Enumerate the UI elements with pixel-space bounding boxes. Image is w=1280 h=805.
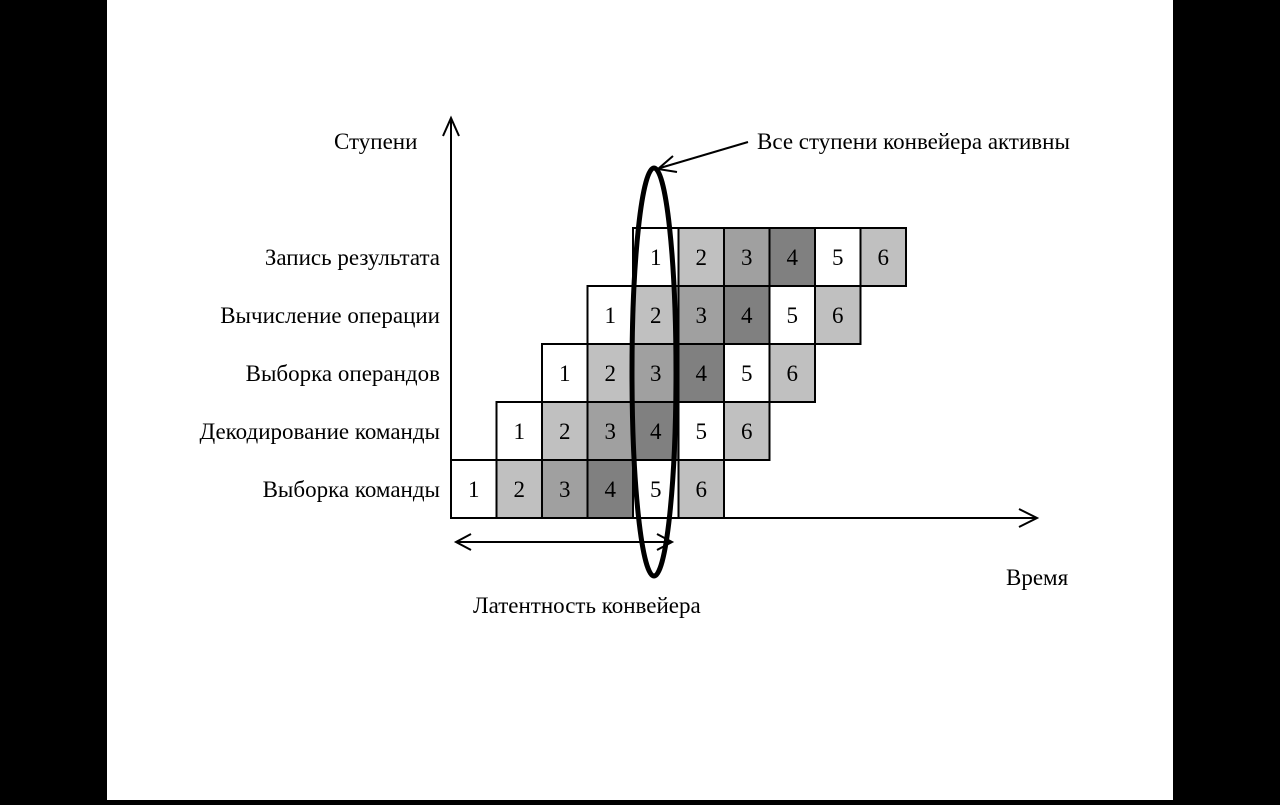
slide xyxy=(107,0,1173,800)
cell-instruction-number: 6 xyxy=(786,361,798,386)
cell-instruction-number: 3 xyxy=(559,477,571,502)
stage-label: Запись результата xyxy=(264,245,440,270)
cell-instruction-number: 1 xyxy=(513,419,525,444)
stage-label: Декодирование команды xyxy=(199,419,440,444)
callout-arrow xyxy=(660,142,748,168)
cell-instruction-number: 5 xyxy=(832,245,844,270)
cell-instruction-number: 2 xyxy=(559,419,571,444)
stage-label: Выборка команды xyxy=(262,477,440,502)
stage-labels xyxy=(199,245,440,502)
cell-instruction-number: 2 xyxy=(650,303,662,328)
cell-instruction-number: 4 xyxy=(650,419,662,444)
cell-instruction-number: 5 xyxy=(786,303,798,328)
stage-label: Выборка операндов xyxy=(245,361,440,386)
cell-instruction-number: 2 xyxy=(513,477,525,502)
cell-instruction-number: 3 xyxy=(604,419,616,444)
cell-instruction-number: 1 xyxy=(604,303,616,328)
cell-instruction-number: 5 xyxy=(741,361,753,386)
cell-instruction-number: 4 xyxy=(741,303,753,328)
latency-label: Латентность конвейера xyxy=(473,593,701,618)
cell-instruction-number: 1 xyxy=(559,361,571,386)
cell-instruction-number: 1 xyxy=(468,477,480,502)
cell-instruction-number: 2 xyxy=(695,245,707,270)
cell-instruction-number: 6 xyxy=(832,303,844,328)
cell-instruction-number: 6 xyxy=(695,477,707,502)
cell-instruction-number: 6 xyxy=(741,419,753,444)
cell-instruction-number: 3 xyxy=(650,361,662,386)
cell-instruction-number: 3 xyxy=(695,303,707,328)
stage-label: Вычисление операции xyxy=(220,303,440,328)
cell-instruction-number: 4 xyxy=(695,361,707,386)
cell-instruction-number: 4 xyxy=(786,245,798,270)
cell-instruction-number: 6 xyxy=(877,245,889,270)
cell-instruction-number: 1 xyxy=(650,245,662,270)
cell-instruction-number: 2 xyxy=(604,361,616,386)
cell-instruction-number: 5 xyxy=(695,419,707,444)
cell-instruction-number: 3 xyxy=(741,245,753,270)
pipeline-diagram xyxy=(107,0,1173,800)
cell-instruction-number: 5 xyxy=(650,477,662,502)
x-axis-title: Время xyxy=(1006,565,1069,590)
cell-instruction-number: 4 xyxy=(604,477,616,502)
y-axis-title: Ступени xyxy=(334,129,418,154)
callout-label: Все ступени конвейера активны xyxy=(757,129,1070,154)
